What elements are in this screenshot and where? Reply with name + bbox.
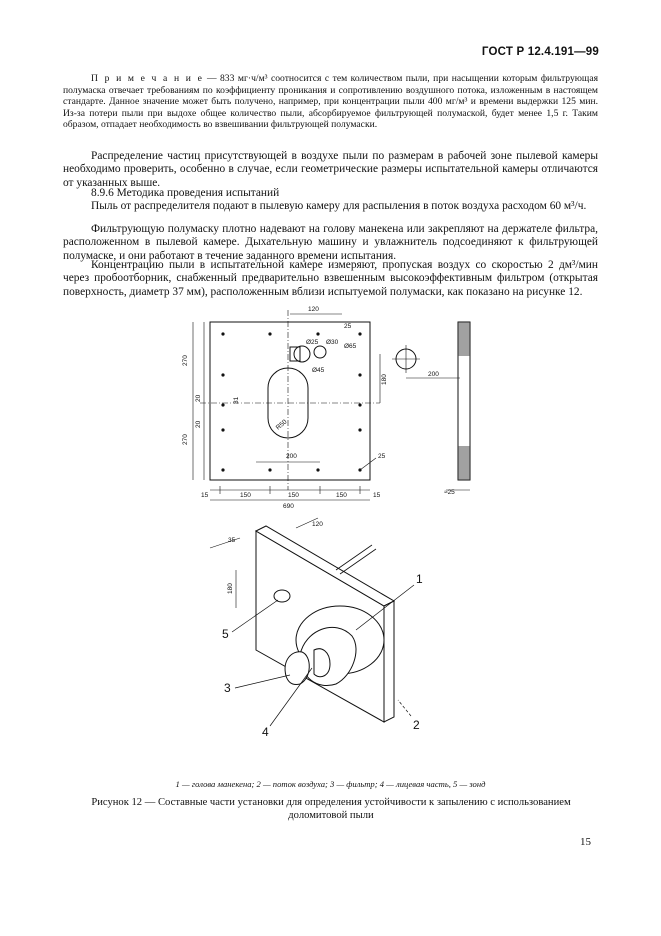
- dim-left-270a: 270: [182, 355, 189, 366]
- note-label: П р и м е ч а н и е: [91, 73, 204, 84]
- callout-2: 2: [413, 718, 420, 732]
- paragraph-concentration: Концентрацию пыли в испытательной камере измеряют, пропуская воздух со скоростью 2 дм³/мин через пробоотборник, снабженный предварительно взвешенным высокоэффективным фильтром (открытая поверхность, диаметр 37 мм), расположенным вблизи испытуемой полумаски, как показано на рисунке 12.: [63, 259, 598, 298]
- figure-legend: 1 — голова манекена; 2 — поток воздуха; 3 — фильтр; 4 — лицевая часть, 5 — зонд: [175, 779, 486, 789]
- dim-phi25: Ø25: [306, 339, 319, 346]
- dim-bottom-15a: 15: [201, 492, 209, 499]
- dim-phi45: Ø45: [312, 367, 325, 374]
- dim-corner-25: 25: [378, 453, 386, 460]
- page-number: 15: [580, 836, 591, 848]
- iso-probe: [274, 590, 290, 602]
- dim-left-20a: 20: [195, 394, 202, 402]
- dim-top-25: 25: [344, 323, 352, 330]
- callout-3: 3: [224, 681, 231, 695]
- dim-bottom-15b: 15: [373, 492, 381, 499]
- section-heading: 8.9.6 Методика проведения испытаний: [91, 187, 280, 199]
- dim-left-20b: 20: [195, 420, 202, 428]
- iso-dim-180: 180: [227, 583, 234, 594]
- dim-left-31: 31: [233, 396, 240, 404]
- figure-caption: Рисунок 12 — Составные части установки для определения устойчивости к запылению с использованием доломитовой пыли: [91, 797, 571, 821]
- iso-dim-120: 120: [312, 521, 323, 528]
- dim-side-200: 200: [428, 371, 439, 378]
- paragraph-distribution: Распределение частиц присутствующей в воздухе пыли по размерам в рабочей зоне пылевой камеры необходимо проверить, особенно в случае, если геометрические размеры испытательной камеры отличаются от указанных выше.: [63, 150, 598, 189]
- document-header: ГОСТ Р 12.4.191—99: [481, 46, 599, 58]
- iso-dim-35: 35: [228, 537, 236, 544]
- dim-bottom-150c: 150: [336, 492, 347, 499]
- dim-side-25: ≈25: [444, 489, 455, 496]
- note-text: — 833 мг·ч/м³ соотносится с тем количеством пыли, при насыщении которым фильтрующая полумаска отвечает требованиям по коэффициенту проникания и сопротивлению воздушного потока, изложенным в настоящем стандарте. Данное значение может быть получено, например, при концентрации пыли 400 мг/м³ и времени выдержки 125 мин. Из-за потери пыли при выдохе общее количество пыли, абсорбируемое фильтрующей полумаской, будет менее 1,5 г. Таким образом, отпадает необходимость во взвешивании фильтрующей полумаски.: [63, 73, 598, 131]
- dim-left-270b: 270: [182, 434, 189, 445]
- callout-4: 4: [262, 725, 269, 739]
- probe-hole: [294, 346, 310, 362]
- paragraph-dust-feed: Пыль от распределителя подают в пылевую камеру для распыления в поток воздуха расходом 60 м³/ч.: [91, 200, 587, 212]
- dim-180: 180: [381, 374, 388, 385]
- callout-1: 1: [416, 572, 423, 586]
- dim-slot-200: 200: [286, 453, 297, 460]
- iso-filter: [285, 652, 309, 685]
- dim-r50: R50: [274, 418, 289, 432]
- dim-phi65: Ø65: [344, 343, 357, 350]
- dim-bottom-150b: 150: [288, 492, 299, 499]
- dim-phi30: Ø30: [326, 339, 339, 346]
- dim-top-120: 120: [308, 306, 319, 313]
- paragraph-mask-mounting: Фильтрующую полумаску плотно надевают на голову манекена или закрепляют на держателе фильтра, расположенном в пылевой камере. Дыхательную машину и увлажнитель подсоединяют к фильтрующей полумаске, и они работают в течение заданного времени испытания.: [63, 223, 598, 262]
- dim-bottom-150a: 150: [240, 492, 251, 499]
- callout-5: 5: [222, 627, 229, 641]
- dim-total-690: 690: [283, 503, 294, 510]
